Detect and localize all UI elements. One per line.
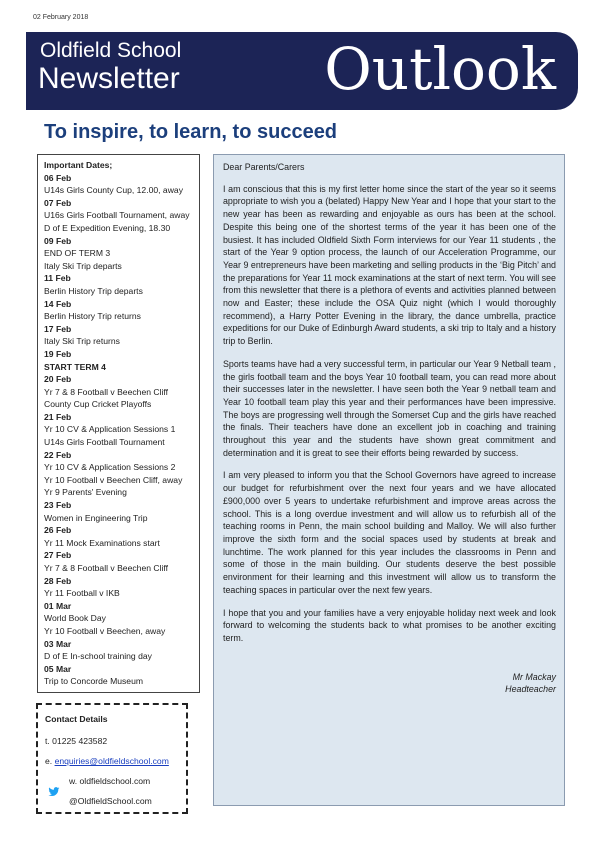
date-label: 19 Feb bbox=[44, 348, 72, 359]
contact-phone: t. 01225 423582 bbox=[45, 736, 108, 746]
event-item: Yr 9 Parents' Evening bbox=[44, 487, 127, 498]
event-item: Yr 11 Football v IKB bbox=[44, 588, 120, 599]
letter-body bbox=[223, 183, 556, 645]
event-item: Yr 7 & 8 Football v Beechen Cliff bbox=[44, 386, 169, 397]
tagline: To inspire, to learn, to succeed bbox=[44, 121, 338, 143]
event-item: Italy Ski Trip departs bbox=[44, 260, 122, 271]
event-item: County Cup Cricket Playoffs bbox=[44, 399, 152, 410]
event-item: Yr 10 Football v Beechen, away bbox=[44, 625, 166, 636]
signature-name: Mr Mackay bbox=[512, 671, 556, 682]
twitter-bird-icon bbox=[48, 787, 60, 797]
event-item: Yr 10 CV & Application Sessions 1 bbox=[44, 424, 176, 435]
date-label: 27 Feb bbox=[44, 550, 72, 561]
date-label: 03 Mar bbox=[44, 638, 72, 649]
date-label: 14 Feb bbox=[44, 298, 72, 309]
contact-web[interactable]: w. oldfieldschool.com bbox=[69, 776, 151, 786]
masthead-banner bbox=[26, 32, 578, 110]
date-label: 23 Feb bbox=[44, 500, 72, 511]
newsletter-label: Newsletter bbox=[38, 62, 180, 95]
issue-date: 02 February 2018 bbox=[33, 14, 89, 21]
date-label: 07 Feb bbox=[44, 197, 72, 208]
event-item: Berlin History Trip departs bbox=[44, 285, 143, 296]
letter-paragraph: I hope that you and your families have a very enjoyable holiday next week and look forward to welcoming the students back to what promises to be another exciting term. bbox=[223, 607, 556, 643]
letter-paragraph: I am conscious that this is my first letter home since the start of the year so it seems appropriate to wish you a (belated) Happy New Year and I hope that your start to the new year has been as rewarding and enjoyable as ours has been at the school. Despite this being one of the shortest terms of the year it has been one of the busiest. It has included Oldfield Sixth Form interviews for our Year 11 students , the start of the Year 9 option process, the launch of our Acceleration Programme, our Year 9 entrepreneurs have been marketing and selling products in the ‘Big Pitch’ and the preparations for Year 11 mock examinations at the start of next term. You will see from this newsletter that there is a plethora of events and activities planned between now and Easter; these include the OSA Quiz night (which I would thoroughly recommend), a Harry Potter Evening in the library, the dance umbrella, practice expeditions for our Duke of Edinburgh Award students, a ski trip to Italy and a history trip to Berlin. bbox=[223, 183, 556, 347]
date-label: 21 Feb bbox=[44, 411, 72, 422]
event-item: Trip to Concorde Museum bbox=[44, 676, 144, 687]
date-label: 05 Mar bbox=[44, 663, 72, 674]
headteacher-letter bbox=[213, 154, 565, 806]
event-item: Berlin History Trip returns bbox=[44, 311, 141, 322]
date-label: 01 Mar bbox=[44, 600, 72, 611]
event-item: U14s Girls County Cup, 12.00, away bbox=[44, 185, 183, 196]
date-label: 17 Feb bbox=[44, 323, 72, 334]
event-item: Yr 10 CV & Application Sessions 2 bbox=[44, 462, 176, 473]
event-item: Yr 10 Football v Beechen Cliff, away bbox=[44, 474, 183, 485]
event-item: World Book Day bbox=[44, 613, 106, 624]
contact-details-box bbox=[36, 703, 188, 814]
signature-title: Headteacher bbox=[505, 684, 556, 695]
date-label: START TERM 4 bbox=[44, 361, 106, 372]
date-label: 11 Feb bbox=[44, 273, 71, 284]
date-label: 28 Feb bbox=[44, 575, 72, 586]
letter-paragraph: I am very pleased to inform you that the School Governors have agreed to increase our budget for refurbishment over the next four years and we have allocated £900,000 over 5 years to undertake refurbishment and improve areas across the school. This is a long overdue investment and will allow us to refurbish all of the teaching rooms in Penn, the main school building and Malloy. We will also further improve the sixth form and the social spaces used by students at break and lunchtime. The work planned for this year includes the classrooms in Penn and some of those in the main building. Our students deserve the best possible environment for their learning and this investment will allow us to transform the teaching spaces in particular over the next few years. bbox=[223, 470, 556, 595]
email-prefix: e. bbox=[45, 756, 53, 766]
event-item: Yr 11 Mock Examinations start bbox=[44, 537, 160, 548]
email-link[interactable]: enquiries@oldfieldschool.com bbox=[54, 756, 169, 766]
date-label: 06 Feb bbox=[44, 172, 72, 183]
event-item: U14s Girls Football Tournament bbox=[44, 437, 165, 448]
letter-salutation: Dear Parents/Carers bbox=[223, 162, 305, 172]
dates-heading: Important Dates; bbox=[44, 160, 113, 170]
contact-title: Contact Details bbox=[45, 714, 108, 724]
date-label: 20 Feb bbox=[44, 374, 72, 385]
event-item: D of E Expedition Evening, 18.30 bbox=[44, 222, 171, 233]
contact-twitter[interactable]: @OldfieldSchool.com bbox=[69, 796, 152, 806]
event-item: D of E In-school training day bbox=[44, 651, 152, 662]
event-item: Women in Engineering Trip bbox=[44, 512, 148, 523]
date-label: 09 Feb bbox=[44, 235, 72, 246]
date-label: 22 Feb bbox=[44, 449, 72, 460]
letter-paragraph: Sports teams have had a very successful term, in particular our Year 9 Netball team , the girls football team and the boys Year 10 football team, you can read more about their successes later in the newsletter. I have seen both the Year 9 netball team and Year 10 football team play this year and their performances have been impressive. The boys are progressing well through the Somerset Cup and the girls have reached the finals. Their teachers have done an excellent job in coaching and training throughout this year and the students have shown great commitment and determination and it is great to see their efforts being rewarded by success. bbox=[223, 358, 556, 458]
date-label: 26 Feb bbox=[44, 525, 72, 536]
school-name: Oldfield School bbox=[40, 39, 182, 62]
event-item: U16s Girls Football Tournament, away bbox=[44, 210, 190, 221]
letter-signature bbox=[223, 671, 556, 696]
dates-list bbox=[44, 172, 199, 688]
masthead-title: Outlook bbox=[324, 35, 556, 103]
contact-email-row bbox=[45, 756, 169, 766]
event-item: END OF TERM 3 bbox=[44, 248, 111, 259]
event-item: Yr 7 & 8 Football v Beechen Cliff bbox=[44, 563, 169, 573]
important-dates-box bbox=[37, 154, 200, 693]
event-item: Italy Ski Trip returns bbox=[44, 336, 120, 347]
